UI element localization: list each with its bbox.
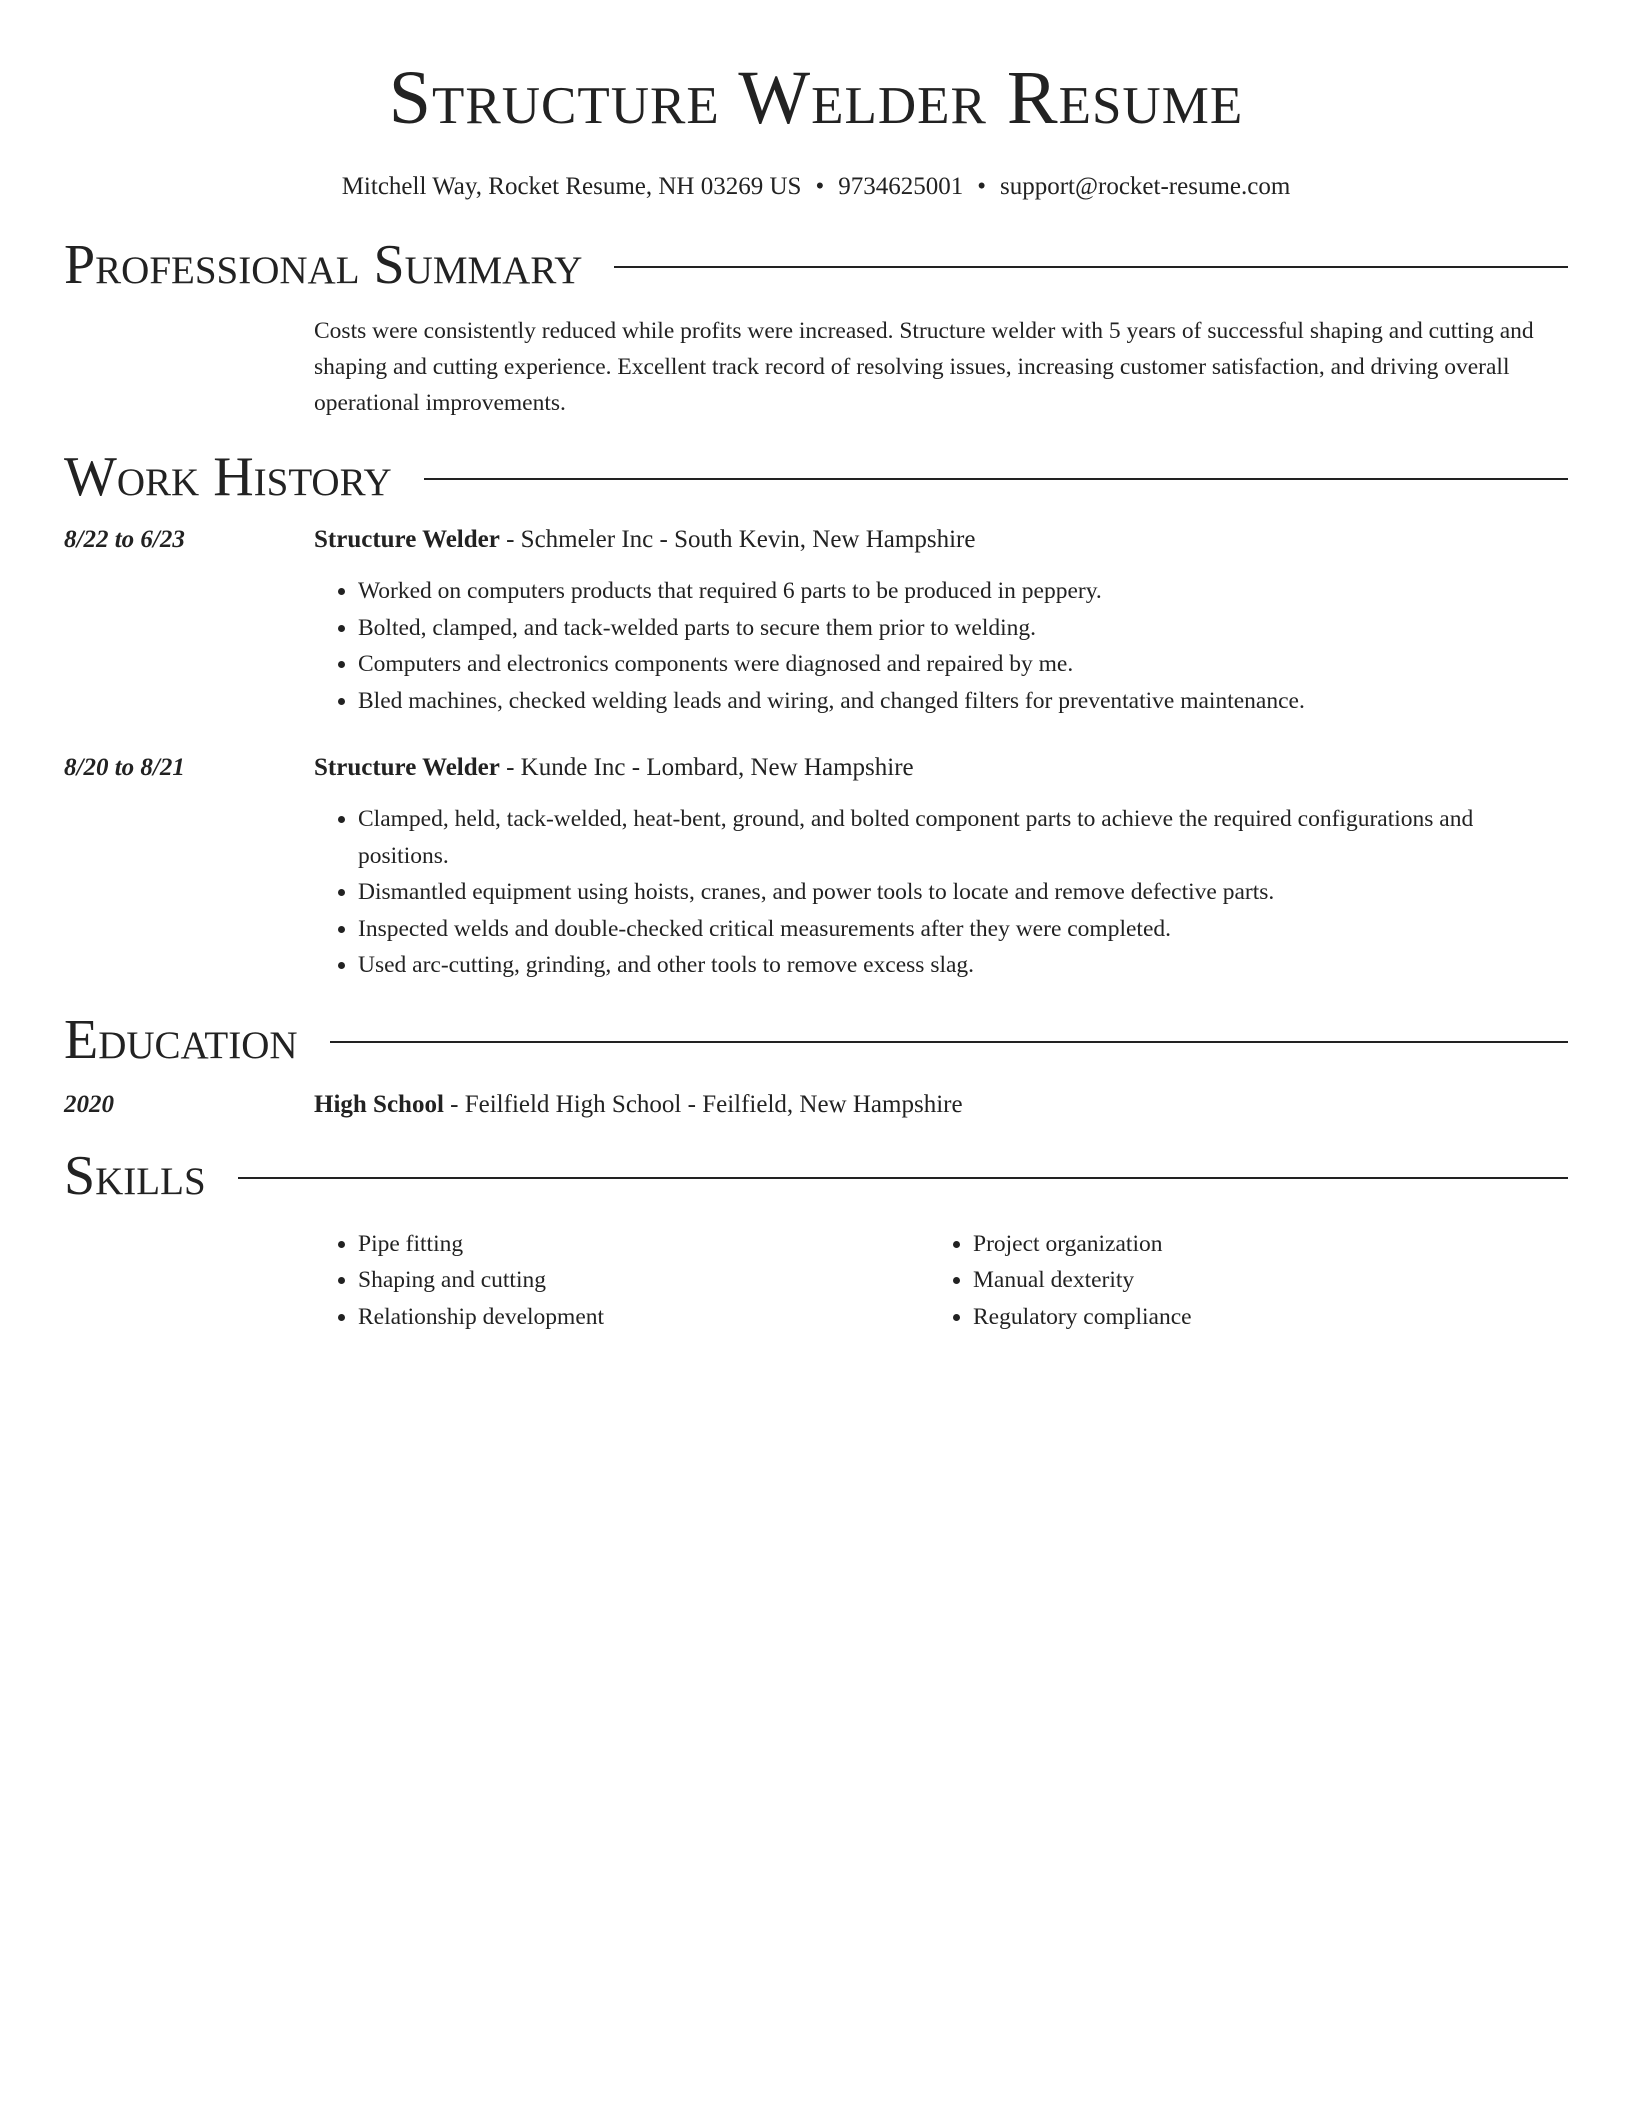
job-bullets [314,801,1568,984]
resume-title: Structure Welder Resume [388,56,1244,140]
education-body [314,1090,1568,1120]
section-divider [424,478,1568,480]
job-headline [314,753,1568,783]
job-entry [64,753,1568,984]
skill-item: • Regulatory compliance [973,1299,1544,1336]
job-title: Structure Welder [314,526,500,553]
education-heading: Education [64,1008,298,1071]
education-entry [64,1090,1568,1120]
summary-section-heading [64,234,1568,296]
job-bullet: • Worked on computers products that required 6 parts to be produced in peppery. [358,573,1568,610]
job-employer: - Schmeler Inc - South Kevin, New Hampshire [499,526,976,553]
job-body [314,525,1568,719]
job-bullet: • Clamped, held, tack-welded, heat-bent, ground, and bolted component parts to achieve the required configurations and positions. [358,801,1568,874]
skills-section-heading [64,1144,1568,1207]
job-bullet: • Dismantled equipment using hoists, cranes, and power tools to locate and remove defective parts. [358,874,1568,911]
contact-email: support@rocket-resume.com [999,173,1291,200]
contact-address: Mitchell Way, Rocket Resume, NH 03269 US [341,173,802,200]
skills-heading: Skills [64,1144,206,1207]
contact-phone: 9734625001 [838,173,964,200]
job-headline [314,525,1568,555]
section-divider [330,1041,1568,1043]
skills-bullets [314,1226,929,1336]
contact-separator: • [815,173,825,200]
job-bullet: • Bled machines, checked welding leads and wiring, and changed filters for preventative maintenance. [358,683,1568,720]
work-section-heading [64,446,1568,508]
job-bullet: • Inspected welds and double-checked critical measurements after they were completed. [358,911,1568,948]
job-entry [64,525,1568,719]
skill-item: • Shaping and cutting [358,1262,929,1299]
job-title: Structure Welder [314,754,500,781]
summary-heading: Professional Summary [64,234,583,296]
skill-item: • Relationship development [358,1299,929,1336]
education-section-heading [64,1008,1568,1071]
education-degree: High School [314,1090,444,1118]
summary-text: Costs were consistently reduced while profits were increased. Structure welder with 5 years of successful shaping and cutting and shaping and cutting experience. Excellent track record of resolving issues, increasing customer satisfaction, and driving overall operational improvements. [314,318,1534,416]
skills-column-left [314,1226,929,1336]
job-bullet: • Bolted, clamped, and tack-welded parts to secure them prior to welding. [358,610,1568,647]
skills-list [314,1226,1568,1336]
section-divider [614,266,1568,268]
contact-separator: • [977,173,986,200]
job-bullet: • Used arc-cutting, grinding, and other tools to remove excess slag. [358,947,1568,984]
skills-bullets [929,1226,1544,1336]
education-school: - Feilfield High School - Feilfield, New Hampshire [443,1090,963,1118]
education-year: 2020 [64,1090,114,1118]
skill-item: • Project organization [973,1226,1544,1263]
skill-item: • Manual dexterity [973,1262,1544,1299]
job-dates: 8/22 to 6/23 [64,526,185,553]
skills-column-right [929,1226,1544,1336]
job-employer: - Kunde Inc - Lombard, New Hampshire [499,754,914,781]
section-divider [238,1177,1568,1179]
work-heading: Work History [64,446,392,508]
job-dates: 8/20 to 8/21 [64,754,185,781]
job-bullets [314,573,1568,719]
contact-line [64,174,1568,199]
job-bullet: • Computers and electronics components were diagnosed and repaired by me. [358,646,1568,683]
skill-item: • Pipe fitting [358,1226,929,1263]
job-body [314,753,1568,984]
education-headline [314,1090,1568,1120]
